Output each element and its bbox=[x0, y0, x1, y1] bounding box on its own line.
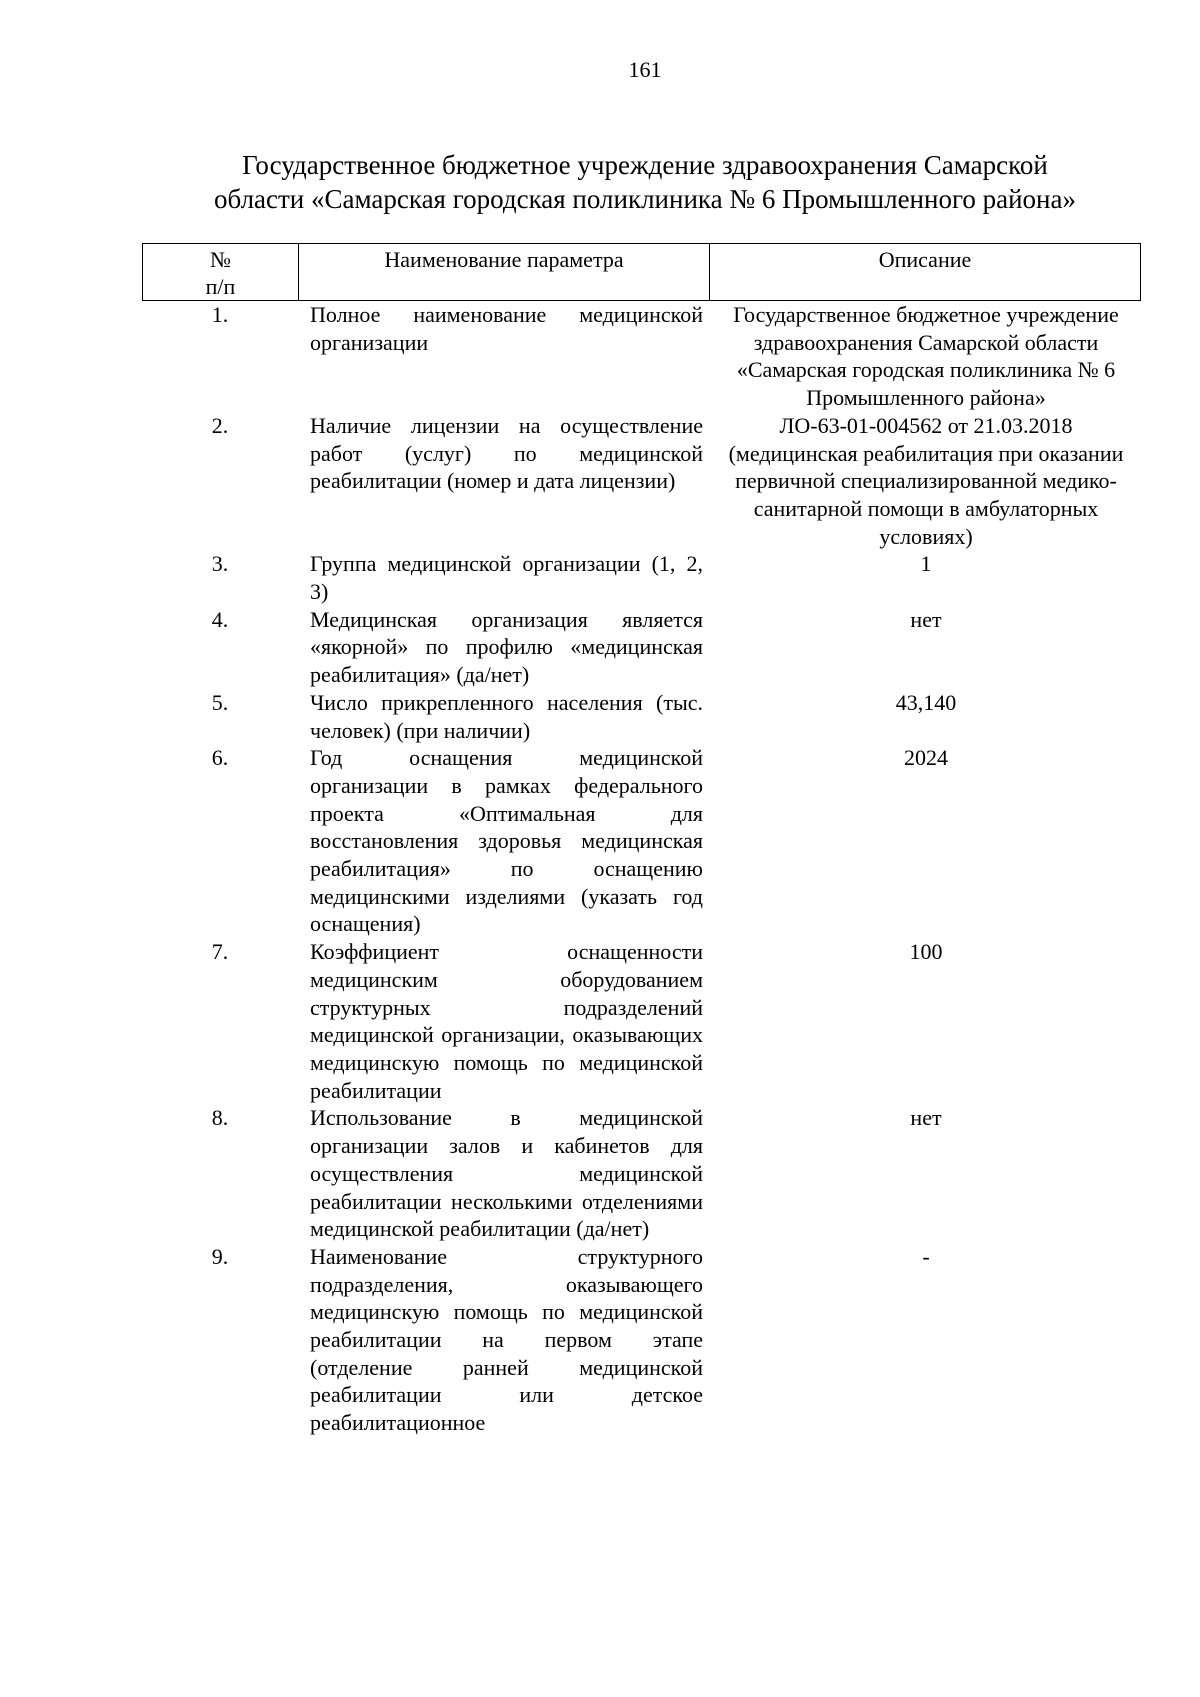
table-header bbox=[142, 243, 1141, 301]
row-number: 3. bbox=[211, 551, 229, 577]
row-parameter: Наличие лицензии на осуществление работ (услуг) по медицинской реабилитации (номер и дата лицензии) bbox=[310, 412, 703, 494]
title-line-2: области «Самарская городская поликлиника № 6 Промышленного района» bbox=[214, 184, 1076, 214]
row-parameter: Год оснащения медицинской организации в рамках федерального проекта «Оптимальная для восстановления здоровья медицинская реабилитация» по оснащению медицинскими изделиями (указать год оснащения) bbox=[310, 745, 703, 937]
row-parameter: Коэффициент оснащенности медицинским оборудованием структурных подразделений медицинской организации, оказывающих медицинскую помощь по медицинской реабилитации bbox=[310, 939, 703, 1103]
row-number: 5. bbox=[211, 689, 229, 715]
row-description: ЛО-63-01-004562 от 21.03.2018 (медицинская реабилитация при оказании первичной специализированной медико-санитарной помощи в амбулаторных условиях) bbox=[728, 412, 1124, 549]
row-number: 1. bbox=[211, 302, 229, 327]
document-title bbox=[170, 148, 1120, 216]
row-parameter: Использование в медицинской организации залов и кабинетов для осуществления медицинской реабилитации несколькими отделениями медицинской реабилитации (да/нет) bbox=[310, 1105, 703, 1242]
row-parameter: Полное наименование медицинской организации bbox=[310, 302, 703, 355]
page-number: 161 bbox=[628, 57, 662, 82]
table-row bbox=[142, 938, 1139, 1104]
row-description: нет bbox=[910, 1105, 942, 1131]
header-num: № п/п bbox=[143, 244, 299, 300]
row-number: 4. bbox=[211, 606, 229, 632]
row-parameter: Медицинская организация является «якорной» по профилю «медицинская реабилитация» (да/нет) bbox=[310, 606, 703, 688]
row-description: 43,140 bbox=[895, 689, 957, 715]
row-number: 6. bbox=[211, 745, 229, 771]
row-parameter: Группа медицинской организации (1, 2, 3) bbox=[310, 551, 703, 605]
row-description: 2024 bbox=[904, 745, 948, 771]
table-row bbox=[142, 1243, 1139, 1437]
title-line-1: Государственное бюджетное учреждение здравоохранения Самарской bbox=[242, 150, 1048, 180]
row-parameter: Наименование структурного подразделения, оказывающего медицинскую помощь по медицинской реабилитации на первом этапе (отделение ранней медицинской реабилитации или детское реабилитационное bbox=[310, 1243, 703, 1436]
row-description: - bbox=[922, 1243, 930, 1269]
table-row bbox=[142, 1104, 1139, 1243]
table-body bbox=[142, 301, 1139, 1437]
row-description: 100 bbox=[909, 939, 943, 965]
row-description: 1 bbox=[920, 551, 932, 577]
row-number: 2. bbox=[211, 412, 229, 438]
row-description: нет bbox=[910, 606, 942, 632]
row-description: Государственное бюджетное учреждение здравоохранения Самарской области «Самарская городская поликлиника № 6 Промышленного района» bbox=[733, 302, 1119, 411]
table-row bbox=[142, 550, 1139, 605]
table-row bbox=[142, 606, 1139, 689]
row-number: 7. bbox=[211, 939, 229, 965]
row-parameter: Число прикрепленного населения (тыс. человек) (при наличии) bbox=[310, 689, 703, 743]
table-row bbox=[142, 412, 1139, 551]
table-row bbox=[142, 689, 1139, 744]
table-row bbox=[142, 744, 1139, 938]
header-desc: Описание bbox=[878, 247, 972, 272]
row-number: 8. bbox=[211, 1105, 229, 1131]
table-row bbox=[142, 301, 1139, 412]
header-param: Наименование параметра bbox=[299, 244, 710, 300]
row-number: 9. bbox=[211, 1243, 229, 1269]
